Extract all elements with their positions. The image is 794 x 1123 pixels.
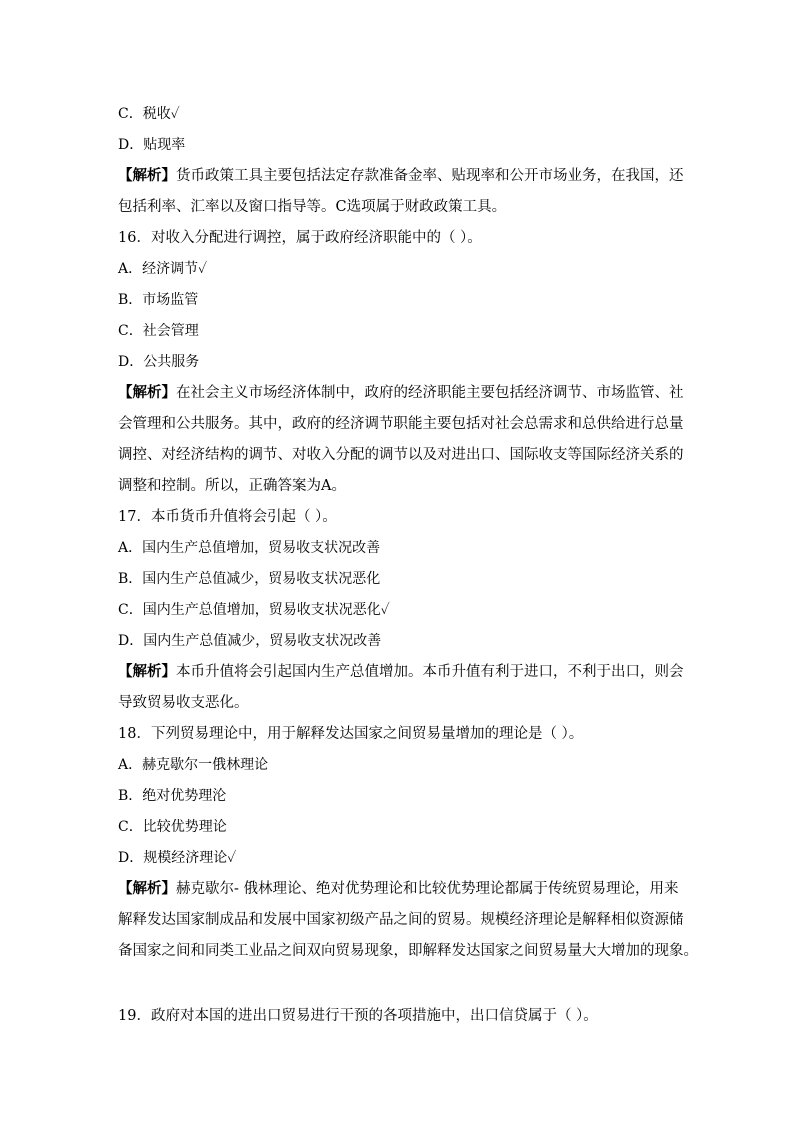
analysis-16-line-3 [118,445,684,465]
analysis-text: 赫克歇尔- 俄林理论、绝对优势理论和比较优势理论都属于传统贸易理论，用来 [176,881,679,897]
q16-option-b [118,290,198,310]
analysis-label: 【解析】 [118,663,176,680]
analysis-text: 在社会主义市场经济体制中，政府的经济职能主要包括经济调节、市场监管、社 [176,385,684,401]
option-text: A．赫克歇尔一俄林理论 [118,757,269,773]
q16-option-d [118,352,199,372]
correct-check-icon: ✓ [227,850,237,866]
analysis-18-line-1 [118,879,679,899]
analysis-16-line-1 [118,383,684,403]
question-text: 19．政府对本国的进出口贸易进行干预的各项措施中，出口信贷属于（ ）。 [118,1008,598,1024]
analysis-text: 解释发达国家制成品和发展中国家初级产品之间的贸易。规模经济理论是解释相似资源储 [118,912,684,928]
analysis-16-line-4 [118,476,346,496]
analysis-text: 调整和控制。所以，正确答案为A。 [118,478,346,494]
option-text: D．公共服务 [118,354,200,370]
analysis-18-line-2 [118,910,684,930]
question-text: 16．对收入分配进行调控，属于政府经济职能中的（ ）。 [118,230,482,246]
option-text: D．规模经济理论 [118,850,228,866]
q17-option-a [118,538,380,558]
option-text: D．贴现率 [118,137,186,153]
analysis-15-line-1 [118,166,684,186]
question-17 [118,507,337,527]
q16-option-c [118,321,199,341]
analysis-17-line-1 [118,662,684,682]
correct-check-icon: ✓ [380,602,390,618]
question-16 [118,228,482,248]
analysis-text: 货币政策工具主要包括法定存款准备金率、贴现率和公开市场业务，在我国，还 [176,168,684,184]
analysis-text: 会管理和公共服务。其中，政府的经济调节职能主要包括对社会总需求和总供给进行总量 [118,416,684,432]
q17-option-c [118,600,390,620]
q16-option-a [118,259,207,279]
q18-option-d [118,848,236,868]
analysis-text: 备国家之间和同类工业品之间双向贸易现象，即解释发达国家之间贸易量大大增加的现象。 [118,943,698,959]
correct-check-icon: ✓ [170,106,180,122]
analysis-text: 调控、对经济结构的调节、对收入分配的调节以及对进出口、国际收支等国际经济关系的 [118,447,684,463]
question-18 [118,724,583,744]
analysis-16-line-2 [118,414,684,434]
option-text: B．国内生产总值减少，贸易收支状况恶化 [118,571,381,587]
q18-option-a [118,755,268,775]
q18-option-b [118,786,226,806]
analysis-text: 导致贸易收支恶化。 [118,695,249,711]
option-text: D．国内生产总值减少，贸易收支状况改善 [118,633,382,649]
q17-option-b [118,569,380,589]
option-text: B．绝对优势理沦 [118,788,227,804]
option-text: A．经济调节 [118,261,199,277]
q17-option-d [118,631,381,651]
analysis-18-line-3 [118,941,698,961]
option-text: C．税收 [118,106,171,122]
question-19 [118,1006,598,1026]
analysis-text: 包括利率、汇率以及窗口指导等。C选项属于财政政策工具。 [118,199,507,215]
question-text: 17．本币货币升值将会引起（ ）。 [118,509,337,525]
question-text: 18．下列贸易理论中，用于解释发达国家之间贸易量增加的理论是（ ）。 [118,726,584,742]
option-text: C．国内生产总值增加，贸易收支状况恶化 [118,602,381,618]
option-text: C．比较优势理论 [118,819,227,835]
analysis-text: 本币升值将会引起国内生产总值增加。本币升值有利于进口，不利于出口，则会 [176,664,684,680]
option-text: A．国内生产总值增加，贸易收支状况改善 [118,540,381,556]
correct-check-icon: ✓ [198,261,208,277]
q18-option-c [118,817,227,837]
analysis-17-line-2 [118,693,249,713]
analysis-15-line-2 [118,197,506,217]
option-text: C．社会管理 [118,323,199,339]
option-text: B．市场监管 [118,292,199,308]
analysis-label: 【解析】 [118,167,176,184]
option-d-discount-rate [118,135,185,155]
analysis-label: 【解析】 [118,880,176,897]
analysis-label: 【解析】 [118,384,176,401]
option-c-tax [118,104,180,124]
